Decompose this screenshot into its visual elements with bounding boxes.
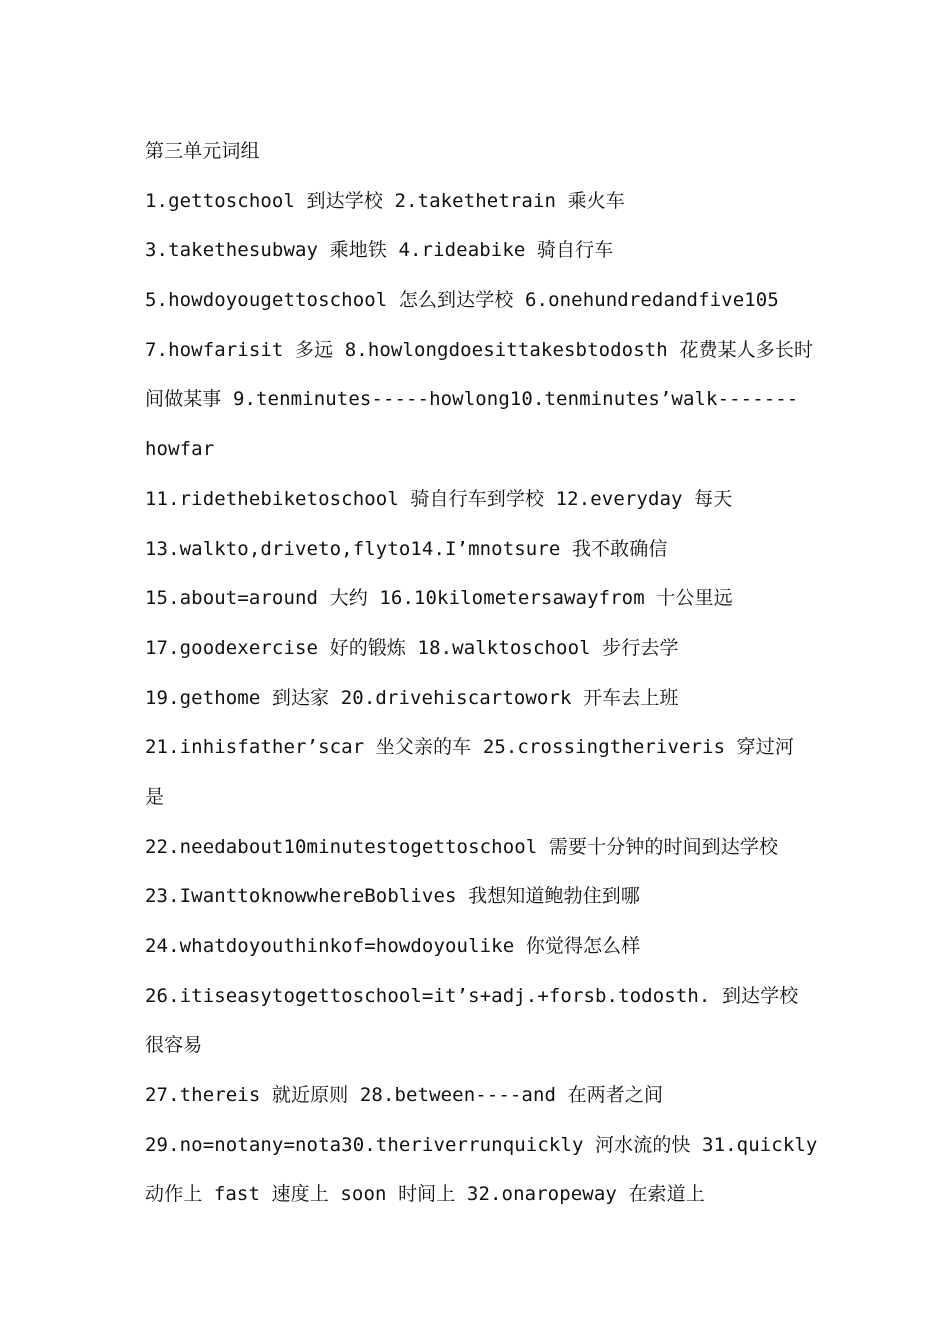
text-line: 24.whatdoyouthinkof=howdoyoulike 你觉得怎么样	[145, 935, 641, 957]
text-line: 26.itiseasytogettoschool=it’s+adj.+forsb.todosth. 到达学校	[145, 984, 799, 1007]
text-line: 29.no=notany=nota30.theriverrunquickly 河水流的快 31.quickly	[145, 1133, 818, 1156]
text-line: 很容易	[145, 1034, 203, 1057]
text-line: 22.needabout10minutestogettoschool 需要十分钟的时间到达学校	[145, 835, 779, 858]
text-line: 3.takethesubway 乘地铁 4.rideabike 骑自行车	[145, 239, 614, 262]
document-title: 第三单元词组	[145, 140, 260, 162]
text-line: 是	[145, 785, 165, 808]
text-line: 7.howfarisit 多远 8.howlongdoesittakesbtodosth 花费某人多长时	[145, 338, 814, 361]
text-line: 15.about=around 大约 16.10kilometersawayfrom 十公里远	[145, 587, 733, 610]
text-line: 1.gettoschool 到达学校 2.takethetrain 乘火车	[145, 189, 625, 212]
text-line: 23.IwanttoknowwhereBoblives 我想知道鲍勃住到哪	[145, 885, 640, 908]
text-line: 27.thereis 就近原则 28.between----and 在两者之间	[145, 1084, 664, 1107]
text-line: 动作上 fast 速度上 soon 时间上 32.onaropeway 在索道上	[145, 1183, 705, 1206]
text-line: howfar	[145, 438, 215, 461]
text-line: 5.howdoyougettoschool 怎么到达学校 6.onehundredandfive105	[145, 289, 779, 312]
text-line: 19.gethome 到达家 20.drivehiscartowork 开车去上班	[145, 686, 679, 709]
text-line: 间做某事 9.tenminutes-----howlong10.tenminutes’walk-------	[145, 388, 799, 411]
text-line: 13.walkto,driveto,flyto14.I’mnotsure 我不敢确信	[145, 537, 668, 560]
text-line: 21.inhisfather’scar 坐父亲的车 25.crossingtheriveris 穿过河	[145, 736, 794, 759]
text-line: 11.ridethebiketoschool 骑自行车到学校 12.everyday 每天	[145, 487, 733, 510]
document-content	[145, 127, 818, 1220]
text-line: 17.goodexercise 好的锻炼 18.walktoschool 步行去学	[145, 636, 679, 659]
